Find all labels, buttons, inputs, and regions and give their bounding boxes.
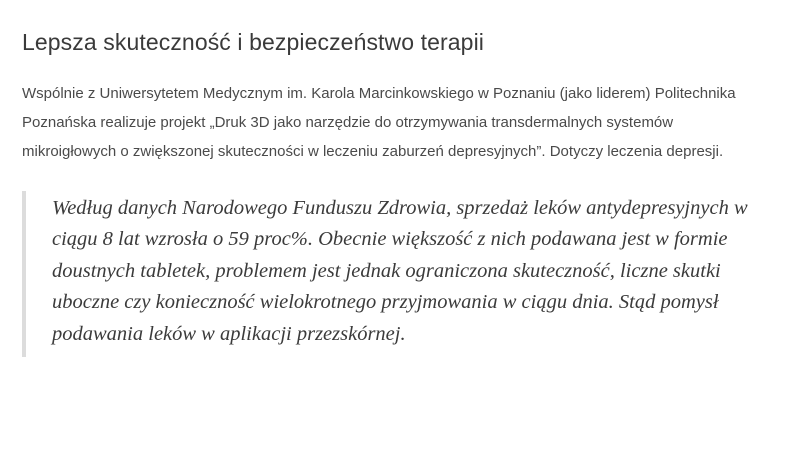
page-title: Lepsza skuteczność i bezpieczeństwo terapii: [22, 29, 484, 55]
pullquote-text: Według danych Narodowego Funduszu Zdrowia, sprzedaż leków antydepresyjnych w ciągu 8 lat wzrosła o 59 proc%. Obecnie większość z nich podawana jest w formie doustnych tabletek, problemem jest jednak ograniczona skuteczność, liczne skutki uboczne czy konieczność wielokrotnego przyjmowania w ciągu dnia. Stąd pomysł podawania leków w aplikacji przezskórnej.: [52, 196, 748, 345]
pullquote: [22, 191, 772, 357]
article-lead-paragraph: Wspólnie z Uniwersytetem Medycznym im. Karola Marcinkowskiego w Poznaniu (jako liderem) Politechnika Poznańska realizuje projekt „Druk 3D jako narzędzie do otrzymywania transdermalnych systemów mikroigłowych o zwiększonej skuteczności w leczeniu zaburzeń depresyjnych”. Dotyczy leczenia depresji.: [22, 84, 736, 160]
